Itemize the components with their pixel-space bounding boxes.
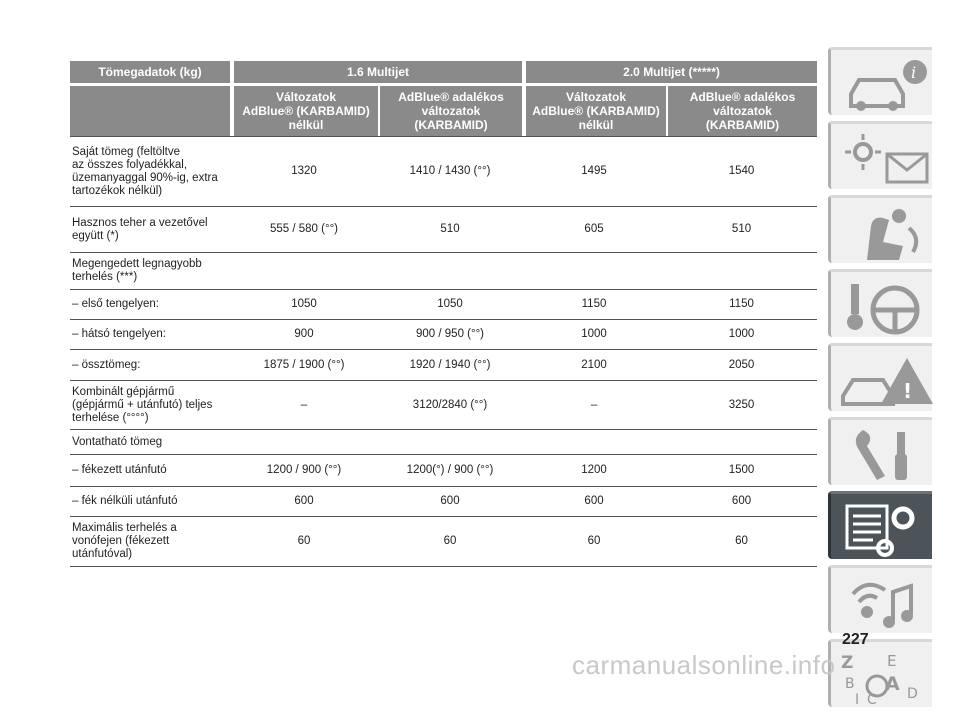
row-value [378,430,522,455]
row-value: 605 [522,207,666,253]
row-value: 1050 [378,290,522,320]
weights-table [70,61,817,567]
sidebar-tab-4[interactable] [828,269,932,337]
table-row [70,253,817,290]
table-row [70,207,817,253]
sidebar-tab-5[interactable] [828,343,932,411]
row-value: 1000 [666,320,817,350]
row-value: 900 [230,320,378,350]
row-label: – fékezett utánfutó [70,455,230,487]
row-value: 600 [522,487,666,517]
row-value: – [230,381,378,430]
header-blank-cell [70,83,230,136]
watermark: carmanualsonline.info [572,650,836,680]
row-value: 1200 / 900 (°°) [230,455,378,487]
row-label: Maximális terhelés a vonófejen (fékezett utánfutóval) [70,517,230,567]
table-row [70,350,817,381]
row-label: Saját tömeg (feltöltve az összes folyadékkal, üzemanyaggal 90%-ig, extra tartozékok nélkül) [70,136,230,207]
row-value: – [522,381,666,430]
row-value: 3250 [666,381,817,430]
row-value: 555 / 580 (°°) [230,207,378,253]
row-value: 2100 [522,350,666,381]
row-label: Megengedett legnagyobb terhelés (***) [70,253,230,290]
table-row [70,290,817,320]
table-row [70,381,817,430]
table-row [70,430,817,455]
row-value: 1050 [230,290,378,320]
subheader-variant-3: Változatok AdBlue® (KARBAMID) nélkül [522,83,666,136]
row-value: 1150 [666,290,817,320]
row-value: 1920 / 1940 (°°) [378,350,522,381]
table-row [70,517,817,567]
row-value [666,430,817,455]
row-value: 1000 [522,320,666,350]
subheader-variant-4: AdBlue® adalékos változatok (KARBAMID) [666,83,817,136]
row-value: 1150 [522,290,666,320]
row-label: Hasznos teher a vezetővel együtt (*) [70,207,230,253]
row-label: Vontatható tömeg [70,430,230,455]
row-value: 600 [230,487,378,517]
row-label: – össztömeg: [70,350,230,381]
svg-text:I: I [855,692,860,706]
row-value: 1500 [666,455,817,487]
row-value: 600 [666,487,817,517]
svg-text:i: i [911,63,917,82]
row-value [522,253,666,290]
page-number: 227 [842,631,869,648]
row-value: 510 [378,207,522,253]
row-value: 600 [378,487,522,517]
table-row [70,320,817,350]
row-value: 60 [522,517,666,567]
row-value [230,253,378,290]
sidebar-tab-2[interactable] [828,121,932,189]
row-value: 1495 [522,136,666,207]
header-engine-2-0: 2.0 Multijet (*****) [522,61,817,83]
row-label: – hátsó tengelyen: [70,320,230,350]
svg-text:!: ! [903,379,913,403]
sidebar-tab-8[interactable] [828,565,932,633]
svg-text:A: A [885,673,900,695]
row-value: 900 / 950 (°°) [378,320,522,350]
subheader-variant-1: Változatok AdBlue® (KARBAMID) nélkül [230,83,378,136]
sidebar-tab-6[interactable] [828,417,932,485]
svg-text:C: C [867,692,877,706]
table-row [70,455,817,487]
row-value: 510 [666,207,817,253]
row-label: Kombinált gépjármű (gépjármű + utánfutó) teljes terhelése (°°°°) [70,381,230,430]
row-label: – első tengelyen: [70,290,230,320]
row-value: 1410 / 1430 (°°) [378,136,522,207]
row-value [378,253,522,290]
sidebar-tab-7[interactable] [828,491,932,559]
row-value: 3120/2840 (°°) [378,381,522,430]
row-value: 60 [230,517,378,567]
subheader-variant-2: AdBlue® adalékos változatok (KARBAMID) [378,83,522,136]
row-value: 1320 [230,136,378,207]
row-value [522,430,666,455]
row-value [666,253,817,290]
row-value: 1875 / 1900 (°°) [230,350,378,381]
header-engine-1-6: 1.6 Multijet [230,61,522,83]
table-row [70,487,817,517]
row-label: – fék nélküli utánfutó [70,487,230,517]
sidebar-tab-9[interactable] [828,639,932,707]
row-value: 2050 [666,350,817,381]
svg-text:E: E [887,652,897,670]
svg-text:B: B [845,676,855,692]
row-value [230,430,378,455]
row-value: 1200 [522,455,666,487]
row-value: 1540 [666,136,817,207]
row-value: 60 [666,517,817,567]
sidebar-tab-1[interactable] [828,47,932,115]
chapter-sidebar [828,47,932,713]
table-row [70,136,817,207]
svg-text:D: D [907,686,918,702]
header-weights-label: Tömegadatok (kg) [70,61,230,83]
svg-text:Z: Z [841,653,854,673]
row-value: 60 [378,517,522,567]
row-value: 1200(°) / 900 (°°) [378,455,522,487]
sidebar-tab-3[interactable] [828,195,932,263]
